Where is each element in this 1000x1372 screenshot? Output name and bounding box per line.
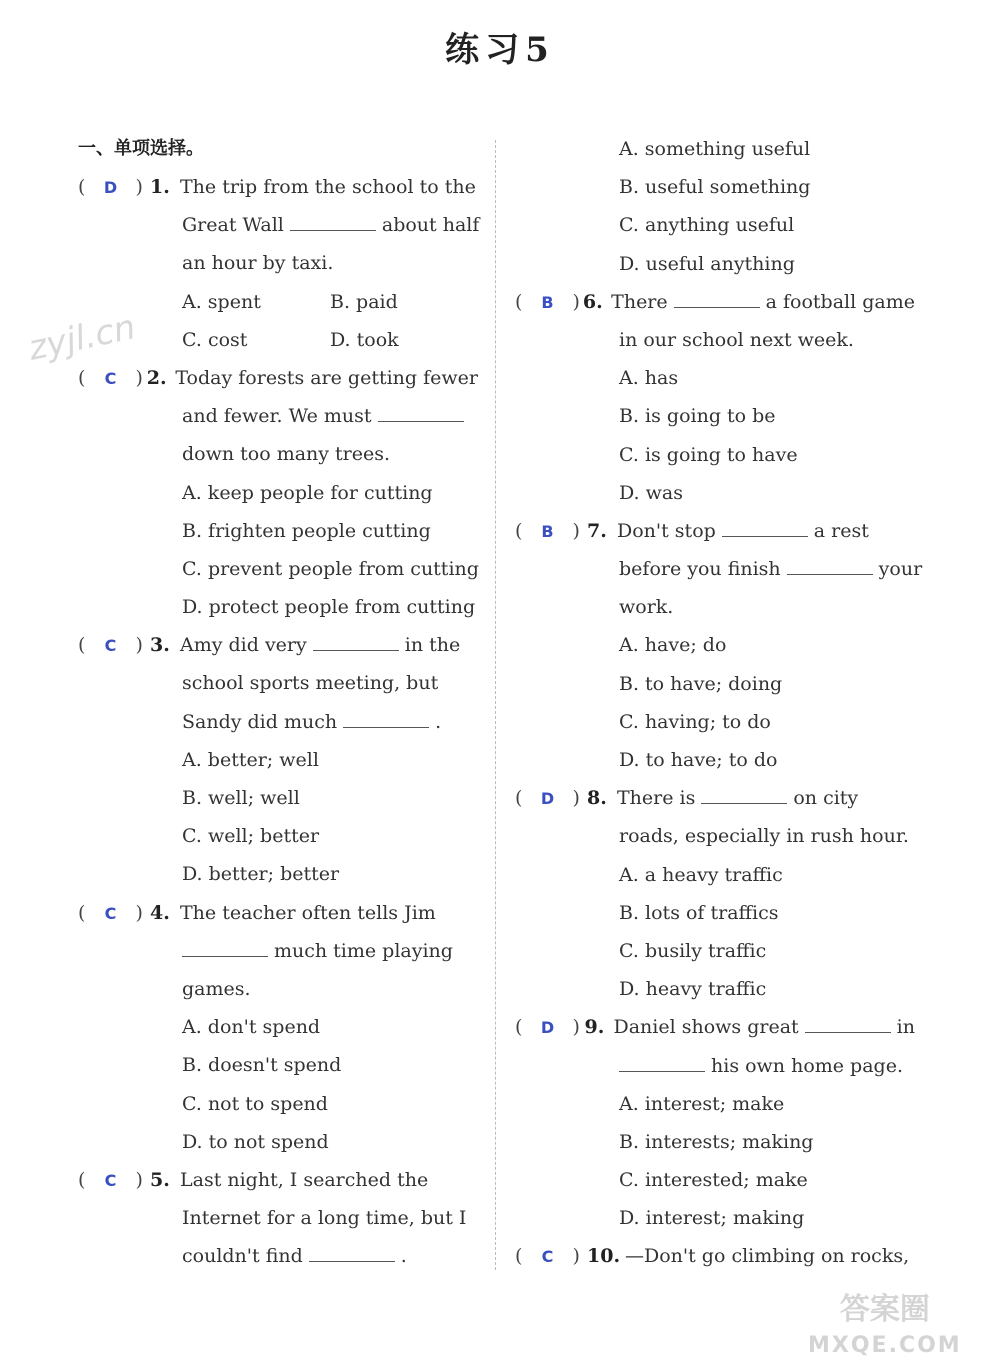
section-heading: 一、单项选择。 (78, 138, 204, 159)
answer-blank (378, 397, 464, 422)
answer-bracket: ( C ) (78, 359, 147, 397)
answer-blank (343, 703, 429, 728)
answer-blank (805, 1008, 891, 1033)
answer-letter: C (104, 368, 117, 388)
question-text (611, 283, 915, 321)
option-a: A. a heavy traffic (619, 863, 783, 886)
answer-blank (674, 283, 760, 308)
question-number: 2. (146, 366, 167, 389)
option-d: D. protect people from cutting (182, 596, 476, 619)
answer-blank (313, 626, 399, 651)
answer-blank (722, 512, 808, 537)
question-text-line: roads, especially in rush hour. (619, 825, 909, 848)
right-column (515, 130, 923, 1276)
question-text-line: school sports meeting, but (182, 672, 439, 695)
answer-bracket: ( D ) (78, 168, 150, 206)
question-text (614, 1008, 916, 1046)
option-c: C. prevent people from cutting (182, 557, 479, 580)
question-9 (515, 1008, 915, 1046)
text-fragment: Amy did very (180, 634, 307, 657)
text-fragment: There is (617, 787, 696, 810)
option-c: C. interested; make (619, 1169, 808, 1192)
left-column (78, 130, 478, 1275)
text-fragment: on city (793, 787, 859, 810)
text-fragment: a rest (813, 519, 869, 542)
question-text-line (78, 932, 478, 970)
answer-letter: B (541, 292, 554, 312)
option-row (78, 283, 478, 321)
option-d: D. to have; to do (619, 749, 778, 771)
question-number: 7. (587, 519, 607, 542)
watermark-url: MXQE.COM (808, 1333, 962, 1358)
answer-bracket: ( C ) (78, 626, 150, 664)
answer-blank (182, 932, 268, 957)
answer-letter: C (104, 636, 117, 656)
option-b: B. frighten people cutting (182, 519, 431, 542)
question-text-line (515, 550, 923, 588)
answer-letter: C (104, 1170, 117, 1190)
option-c: C. is going to have (619, 443, 798, 466)
text-fragment: Great Wall (182, 214, 284, 237)
option-b: B. interests; making (619, 1130, 814, 1153)
question-2 (78, 359, 478, 397)
option-d: D. interest; making (619, 1207, 805, 1230)
question-7 (515, 512, 915, 550)
answer-letter: D (103, 178, 118, 197)
question-text-line: down too many trees. (182, 443, 391, 466)
answer-bracket: ( B ) (515, 512, 587, 550)
option-b: B. useful something (619, 176, 811, 199)
option-b: B. lots of traffics (619, 901, 779, 924)
option-d: D. heavy traffic (619, 978, 767, 1001)
answer-blank (290, 206, 376, 231)
question-number: 3. (150, 634, 170, 657)
text-fragment: Don't stop (617, 519, 716, 542)
option-a: A. keep people for cutting (182, 481, 433, 504)
question-number: 8. (587, 787, 607, 810)
question-number: 9. (584, 1016, 605, 1039)
answer-blank (787, 550, 873, 575)
text-fragment: and fewer. We must (182, 405, 372, 428)
option-b: B. well; well (182, 787, 300, 809)
option-d: D. took (330, 328, 399, 351)
question-1 (78, 168, 478, 206)
answer-letter: C (104, 903, 117, 923)
page-title: 练习5 (445, 30, 555, 70)
answer-letter: C (541, 1247, 554, 1267)
question-number: 1. (150, 176, 170, 198)
question-text: The teacher often tells Jim (180, 901, 436, 924)
question-3 (78, 626, 478, 664)
question-text: Today forests are getting fewer (175, 366, 478, 389)
question-text-line (78, 397, 478, 435)
option-c: C. having; to do (619, 710, 771, 733)
option-b: B. doesn't spend (182, 1054, 342, 1077)
question-text-line (78, 1237, 478, 1275)
question-text-line: work. (619, 596, 674, 619)
question-text: The trip from the school to the (180, 176, 476, 198)
answer-bracket: ( C ) (515, 1237, 587, 1275)
question-text-line (515, 1047, 915, 1085)
question-10 (515, 1237, 915, 1275)
question-number: 10. (587, 1245, 621, 1268)
option-c: C. anything useful (619, 214, 795, 237)
watermark-title: 答案圈 (839, 1292, 930, 1327)
question-number: 5. (150, 1168, 170, 1191)
text-fragment: before you finish (619, 558, 781, 581)
option-d: D. was (619, 481, 683, 504)
column-divider (495, 140, 496, 1270)
question-text-line: Internet for a long time, but I (182, 1207, 467, 1230)
text-fragment: your (878, 558, 923, 581)
answer-bracket: ( D ) (515, 779, 587, 817)
text-fragment: There (611, 290, 668, 313)
answer-bracket: ( C ) (78, 1161, 150, 1199)
question-number: 6. (582, 290, 603, 313)
option-row (78, 321, 478, 359)
option-d: D. useful anything (619, 252, 795, 275)
text-fragment: his own home page. (711, 1054, 903, 1077)
option-b: B. is going to be (619, 405, 776, 428)
option-d: D. to not spend (182, 1130, 329, 1153)
answer-letter: D (540, 789, 555, 809)
option-d: D. better; better (182, 863, 340, 886)
question-text (617, 512, 869, 550)
watermark-mxqe (808, 1292, 962, 1364)
question-number: 4. (150, 901, 170, 924)
watermark-zyjl: zyjl.cn (25, 307, 139, 369)
question-text-line (78, 206, 478, 244)
question-text: —Don't go climbing on rocks, (625, 1245, 910, 1268)
text-fragment: couldn't find (182, 1245, 303, 1268)
text-fragment: about half (381, 214, 480, 237)
question-text-line: games. (182, 977, 251, 1000)
text-fragment: Daniel shows great (613, 1016, 799, 1039)
question-text-line: an hour by taxi. (182, 252, 334, 275)
question-text-line: in our school next week. (619, 328, 854, 351)
option-a: A. has (619, 367, 679, 390)
question-4 (78, 894, 478, 932)
option-c: C. busily traffic (619, 939, 767, 962)
question-text-line (78, 703, 478, 741)
answer-bracket: ( D ) (515, 1008, 585, 1046)
text-fragment: a football game (765, 290, 915, 313)
question-text: Last night, I searched the (180, 1168, 429, 1191)
option-a: A. something useful (619, 138, 811, 160)
answer-blank (701, 779, 787, 804)
question-5 (78, 1161, 478, 1199)
question-text (617, 779, 858, 817)
answer-blank (309, 1237, 395, 1262)
option-b: B. to have; doing (619, 672, 783, 695)
question-8 (515, 779, 915, 817)
option-a: A. interest; make (619, 1092, 785, 1115)
option-a: A. spent (182, 290, 261, 313)
question-text (180, 626, 460, 664)
answer-letter: D (540, 1018, 555, 1038)
option-b: B. paid (330, 290, 398, 313)
text-fragment: much time playing (274, 939, 453, 962)
text-fragment: . (400, 1245, 407, 1268)
option-c: C. not to spend (182, 1092, 328, 1115)
option-c: C. cost (182, 328, 248, 351)
option-a: A. have; do (619, 634, 727, 657)
text-fragment: in (896, 1016, 915, 1039)
answer-bracket: ( C ) (78, 894, 150, 932)
option-a: A. better; well (182, 748, 319, 771)
text-fragment: . (435, 710, 442, 733)
option-c: C. well; better (182, 825, 320, 848)
answer-bracket: ( B ) (515, 283, 583, 321)
text-fragment: Sandy did much (182, 710, 338, 733)
answer-blank (619, 1047, 705, 1072)
text-fragment: in the (404, 634, 461, 657)
option-a: A. don't spend (182, 1016, 321, 1039)
answer-letter: B (541, 521, 554, 541)
question-6 (515, 283, 915, 321)
